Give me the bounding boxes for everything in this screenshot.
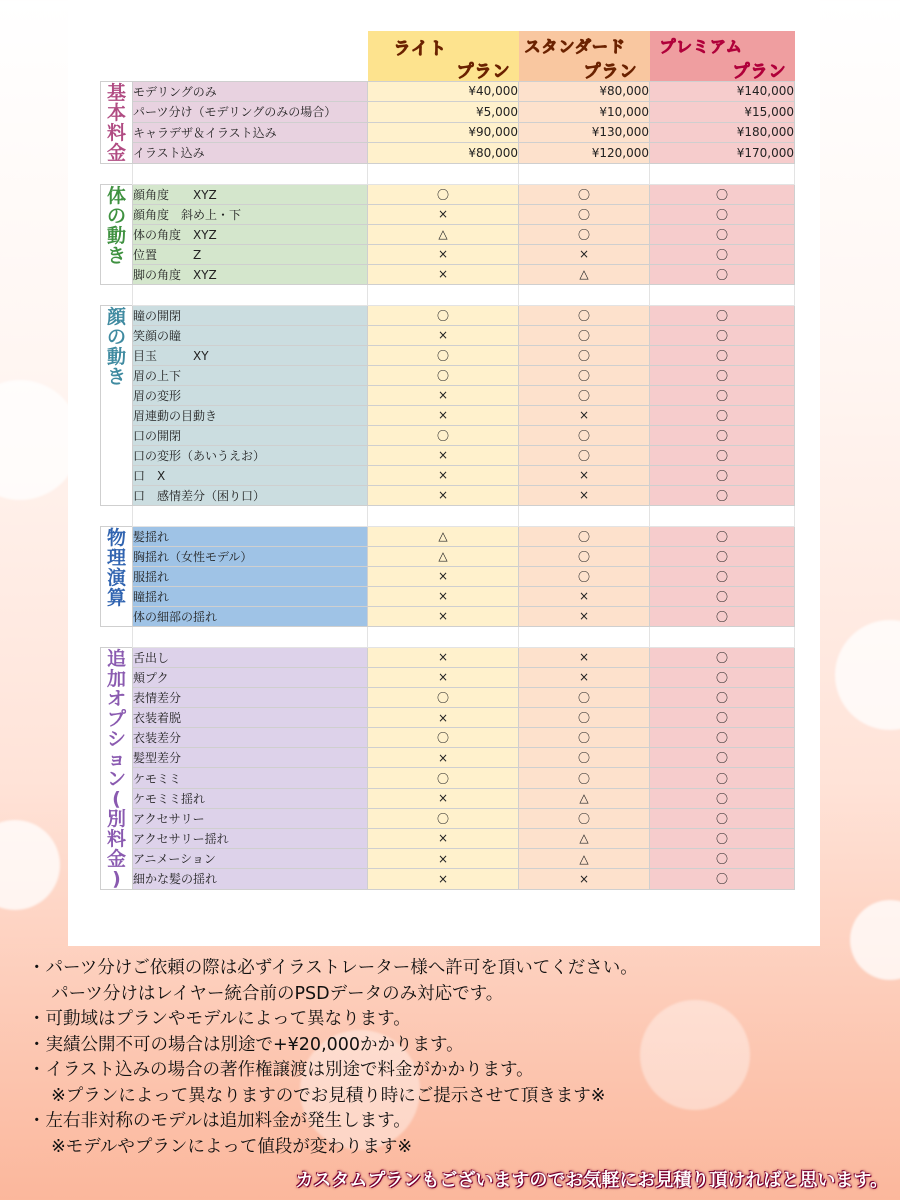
- support-cell-premium: 〇: [650, 385, 795, 405]
- price-cell-standard: ¥130,000: [519, 122, 650, 143]
- gap-cell: [133, 626, 368, 647]
- gap-cell: [101, 163, 133, 184]
- plan-suffix: プラン: [456, 62, 511, 82]
- row-label: 細かな髪の揺れ: [133, 869, 368, 889]
- support-cell-light: 〇: [368, 365, 519, 385]
- support-cell-standard: 〇: [519, 808, 650, 828]
- table-row: [101, 224, 795, 244]
- support-cell-premium: 〇: [650, 325, 795, 345]
- row-label: アニメーション: [133, 849, 368, 869]
- price-cell-light: ¥80,000: [368, 143, 519, 164]
- support-cell-standard: 〇: [519, 365, 650, 385]
- row-label: 衣装差分: [133, 728, 368, 748]
- support-cell-light: ×: [368, 667, 519, 687]
- price-cell-premium: ¥180,000: [650, 122, 795, 143]
- gap-cell: [650, 505, 795, 526]
- support-cell-standard: 〇: [519, 748, 650, 768]
- support-cell-standard: ×: [519, 869, 650, 889]
- table-row: [101, 122, 795, 143]
- note-line: ・左右非対称のモデルは追加料金が発生します。: [28, 1111, 411, 1131]
- support-cell-standard: ×: [519, 485, 650, 505]
- plan-header-premium: [650, 31, 795, 81]
- table-row: [101, 425, 795, 445]
- support-cell-light: 〇: [368, 687, 519, 707]
- support-cell-light: ×: [368, 828, 519, 848]
- table-row: [101, 586, 795, 606]
- support-cell-premium: 〇: [650, 465, 795, 485]
- gap-cell: [519, 284, 650, 305]
- table-row: [101, 305, 795, 325]
- support-cell-light: 〇: [368, 768, 519, 788]
- note-line: ・可動域はプランやモデルによって異なります。: [28, 1009, 411, 1029]
- table-row: [101, 566, 795, 586]
- support-cell-light: 〇: [368, 425, 519, 445]
- price-cell-light: ¥40,000: [368, 81, 519, 102]
- section-title-cell: [101, 647, 133, 889]
- gap-cell: [519, 626, 650, 647]
- row-label: 口 X: [133, 465, 368, 485]
- table-row: [101, 184, 795, 204]
- table-row: [101, 244, 795, 264]
- section-title: 物 理 演 算: [106, 526, 126, 609]
- header-spacer: [133, 31, 368, 81]
- support-cell-light: ×: [368, 606, 519, 626]
- plan-header-light: [368, 31, 519, 81]
- section-gap: [101, 626, 795, 647]
- section-gap: [101, 163, 795, 184]
- gap-cell: [368, 163, 519, 184]
- row-label: 笑顔の瞳: [133, 325, 368, 345]
- gap-cell: [133, 505, 368, 526]
- support-cell-light: ×: [368, 244, 519, 264]
- gap-cell: [133, 284, 368, 305]
- support-cell-light: 〇: [368, 305, 519, 325]
- gap-cell: [101, 626, 133, 647]
- footer-message: カスタムプランもございますのでお気軽にお見積り頂ければと思います。: [295, 1170, 888, 1191]
- support-cell-premium: 〇: [650, 425, 795, 445]
- support-cell-light: 〇: [368, 184, 519, 204]
- support-cell-standard: 〇: [519, 204, 650, 224]
- support-cell-standard: △: [519, 264, 650, 284]
- support-cell-standard: △: [519, 788, 650, 808]
- row-label: 眉の変形: [133, 385, 368, 405]
- support-cell-standard: 〇: [519, 385, 650, 405]
- support-cell-premium: 〇: [650, 566, 795, 586]
- plan-name: スタンダード: [524, 37, 626, 56]
- table-row: [101, 606, 795, 626]
- support-cell-standard: 〇: [519, 566, 650, 586]
- support-cell-standard: 〇: [519, 184, 650, 204]
- table-row: [101, 808, 795, 828]
- section-gap: [101, 505, 795, 526]
- table-row: [101, 385, 795, 405]
- support-cell-premium: 〇: [650, 184, 795, 204]
- support-cell-premium: 〇: [650, 748, 795, 768]
- row-label: 体の角度 XYZ: [133, 224, 368, 244]
- support-cell-premium: 〇: [650, 869, 795, 889]
- price-table-body: [101, 81, 795, 889]
- row-label: イラスト込み: [133, 143, 368, 164]
- row-label: 口 感情差分（困り口）: [133, 485, 368, 505]
- support-cell-light: ×: [368, 204, 519, 224]
- support-cell-standard: 〇: [519, 687, 650, 707]
- support-cell-standard: 〇: [519, 546, 650, 566]
- support-cell-standard: 〇: [519, 768, 650, 788]
- note-line: ※モデルやプランによって値段が変わります※: [28, 1136, 413, 1157]
- support-cell-light: ×: [368, 586, 519, 606]
- row-label: 眉連動の目動き: [133, 405, 368, 425]
- table-row: [101, 102, 795, 123]
- support-cell-standard: ×: [519, 647, 650, 667]
- support-cell-standard: ×: [519, 405, 650, 425]
- support-cell-premium: 〇: [650, 264, 795, 284]
- table-row: [101, 869, 795, 889]
- support-cell-light: ×: [368, 647, 519, 667]
- price-table: [100, 31, 795, 890]
- gap-cell: [101, 284, 133, 305]
- header-spacer: [101, 31, 133, 81]
- section-title: 体 の 動 き: [106, 184, 126, 267]
- support-cell-premium: 〇: [650, 647, 795, 667]
- support-cell-premium: 〇: [650, 808, 795, 828]
- gap-cell: [368, 626, 519, 647]
- support-cell-premium: 〇: [650, 707, 795, 727]
- price-cell-premium: ¥170,000: [650, 143, 795, 164]
- gap-cell: [650, 626, 795, 647]
- table-row: [101, 828, 795, 848]
- table-row: [101, 546, 795, 566]
- row-label: 位置 Z: [133, 244, 368, 264]
- support-cell-standard: 〇: [519, 224, 650, 244]
- support-cell-premium: 〇: [650, 828, 795, 848]
- table-row: [101, 728, 795, 748]
- plan-suffix: プラン: [583, 62, 638, 82]
- support-cell-light: ×: [368, 788, 519, 808]
- price-cell-standard: ¥80,000: [519, 81, 650, 102]
- price-cell-standard: ¥10,000: [519, 102, 650, 123]
- row-label: 頬プク: [133, 667, 368, 687]
- row-label: 服揺れ: [133, 566, 368, 586]
- support-cell-premium: 〇: [650, 485, 795, 505]
- support-cell-premium: 〇: [650, 224, 795, 244]
- row-label: 舌出し: [133, 647, 368, 667]
- support-cell-light: ×: [368, 465, 519, 485]
- section-title-cell: [101, 184, 133, 284]
- price-cell-premium: ¥15,000: [650, 102, 795, 123]
- table-row: [101, 687, 795, 707]
- support-cell-light: ×: [368, 869, 519, 889]
- support-cell-light: ×: [368, 325, 519, 345]
- table-row: [101, 465, 795, 485]
- plan-header-standard: [519, 31, 650, 81]
- table-row: [101, 748, 795, 768]
- row-label: モデリングのみ: [133, 81, 368, 102]
- gap-cell: [650, 284, 795, 305]
- gap-cell: [519, 505, 650, 526]
- table-row: [101, 81, 795, 102]
- support-cell-light: ×: [368, 445, 519, 465]
- row-label: パーツ分け（モデリングのみの場合）: [133, 102, 368, 123]
- table-row: [101, 788, 795, 808]
- support-cell-light: △: [368, 224, 519, 244]
- price-cell-premium: ¥140,000: [650, 81, 795, 102]
- support-cell-standard: 〇: [519, 526, 650, 546]
- plan-suffix: プラン: [732, 62, 787, 82]
- row-label: 髪型差分: [133, 748, 368, 768]
- support-cell-light: 〇: [368, 808, 519, 828]
- section-title: 基 本 料 金: [106, 81, 126, 164]
- support-cell-premium: 〇: [650, 345, 795, 365]
- price-cell-standard: ¥120,000: [519, 143, 650, 164]
- support-cell-light: 〇: [368, 345, 519, 365]
- background-bokeh: [0, 820, 60, 910]
- table-row: [101, 849, 795, 869]
- table-row: [101, 345, 795, 365]
- section-gap: [101, 284, 795, 305]
- support-cell-light: ×: [368, 748, 519, 768]
- support-cell-premium: 〇: [650, 305, 795, 325]
- support-cell-light: ×: [368, 849, 519, 869]
- support-cell-standard: 〇: [519, 305, 650, 325]
- support-cell-light: △: [368, 546, 519, 566]
- support-cell-premium: 〇: [650, 667, 795, 687]
- table-row: [101, 768, 795, 788]
- row-label: 顔角度 XYZ: [133, 184, 368, 204]
- gap-cell: [519, 163, 650, 184]
- row-label: キャラデザ＆イラスト込み: [133, 122, 368, 143]
- gap-cell: [368, 505, 519, 526]
- row-label: 眉の上下: [133, 365, 368, 385]
- section-title: 顔 の 動 き: [106, 305, 126, 388]
- table-row: [101, 204, 795, 224]
- table-row: [101, 365, 795, 385]
- support-cell-premium: 〇: [650, 546, 795, 566]
- support-cell-premium: 〇: [650, 244, 795, 264]
- plan-header-row: [101, 31, 795, 81]
- gap-cell: [368, 284, 519, 305]
- support-cell-premium: 〇: [650, 768, 795, 788]
- section-title: 追 加 オ プ シ ョ ン ( 別 料 金 ): [106, 647, 126, 890]
- support-cell-standard: ×: [519, 606, 650, 626]
- table-row: [101, 405, 795, 425]
- row-label: 顔角度 斜め上・下: [133, 204, 368, 224]
- table-row: [101, 707, 795, 727]
- support-cell-premium: 〇: [650, 788, 795, 808]
- support-cell-light: ×: [368, 385, 519, 405]
- note-line: ・実績公開不可の場合は別途で+¥20,000かかります。: [28, 1034, 464, 1055]
- row-label: 髪揺れ: [133, 526, 368, 546]
- support-cell-premium: 〇: [650, 586, 795, 606]
- support-cell-standard: 〇: [519, 425, 650, 445]
- table-row: [101, 264, 795, 284]
- section-title-cell: [101, 526, 133, 626]
- row-label: 瞳の開閉: [133, 305, 368, 325]
- support-cell-premium: 〇: [650, 445, 795, 465]
- row-label: アクセサリー: [133, 808, 368, 828]
- gap-cell: [101, 505, 133, 526]
- plan-name: プレミアム: [659, 37, 743, 56]
- support-cell-standard: ×: [519, 586, 650, 606]
- row-label: ケモミミ揺れ: [133, 788, 368, 808]
- support-cell-standard: 〇: [519, 728, 650, 748]
- support-cell-standard: ×: [519, 244, 650, 264]
- support-cell-standard: ×: [519, 465, 650, 485]
- gap-cell: [650, 163, 795, 184]
- support-cell-light: ×: [368, 485, 519, 505]
- support-cell-light: △: [368, 526, 519, 546]
- table-row: [101, 526, 795, 546]
- background-bokeh: [835, 620, 900, 730]
- row-label: 瞳揺れ: [133, 586, 368, 606]
- support-cell-premium: 〇: [650, 405, 795, 425]
- note-line: パーツ分けはレイヤー統合前のPSDデータのみ対応です。: [28, 983, 504, 1004]
- note-line: ・パーツ分けご依頼の際は必ずイラストレーター様へ許可を頂いてください。: [28, 958, 638, 978]
- table-row: [101, 143, 795, 164]
- row-label: 口の開閉: [133, 425, 368, 445]
- support-cell-premium: 〇: [650, 728, 795, 748]
- support-cell-premium: 〇: [650, 365, 795, 385]
- row-label: 衣装着脱: [133, 707, 368, 727]
- row-label: 目玉 XY: [133, 345, 368, 365]
- table-row: [101, 325, 795, 345]
- row-label: ケモミミ: [133, 768, 368, 788]
- row-label: 脚の角度 XYZ: [133, 264, 368, 284]
- price-cell-light: ¥5,000: [368, 102, 519, 123]
- support-cell-standard: 〇: [519, 707, 650, 727]
- plan-name: ライト: [393, 39, 447, 59]
- table-row: [101, 647, 795, 667]
- support-cell-premium: 〇: [650, 204, 795, 224]
- support-cell-light: ×: [368, 707, 519, 727]
- support-cell-standard: 〇: [519, 345, 650, 365]
- support-cell-premium: 〇: [650, 687, 795, 707]
- row-label: 胸揺れ（女性モデル）: [133, 546, 368, 566]
- table-row: [101, 445, 795, 465]
- table-row: [101, 667, 795, 687]
- support-cell-standard: 〇: [519, 325, 650, 345]
- table-row: [101, 485, 795, 505]
- support-cell-premium: 〇: [650, 606, 795, 626]
- note-line: ・イラスト込みの場合の著作権譲渡は別途で料金がかかります。: [28, 1060, 534, 1080]
- support-cell-premium: 〇: [650, 849, 795, 869]
- support-cell-standard: ×: [519, 667, 650, 687]
- support-cell-light: ×: [368, 566, 519, 586]
- notes-block: [28, 956, 888, 1160]
- row-label: アクセサリー揺れ: [133, 828, 368, 848]
- support-cell-standard: △: [519, 849, 650, 869]
- gap-cell: [133, 163, 368, 184]
- row-label: 体の細部の揺れ: [133, 606, 368, 626]
- section-title-cell: [101, 305, 133, 505]
- support-cell-light: 〇: [368, 728, 519, 748]
- price-cell-light: ¥90,000: [368, 122, 519, 143]
- support-cell-light: ×: [368, 264, 519, 284]
- section-title-cell: [101, 81, 133, 163]
- support-cell-standard: △: [519, 828, 650, 848]
- support-cell-premium: 〇: [650, 526, 795, 546]
- row-label: 表情差分: [133, 687, 368, 707]
- note-line: ※プランによって異なりますのでお見積り時にご提示させて頂きます※: [28, 1085, 606, 1106]
- support-cell-standard: 〇: [519, 445, 650, 465]
- row-label: 口の変形（あいうえお）: [133, 445, 368, 465]
- support-cell-light: ×: [368, 405, 519, 425]
